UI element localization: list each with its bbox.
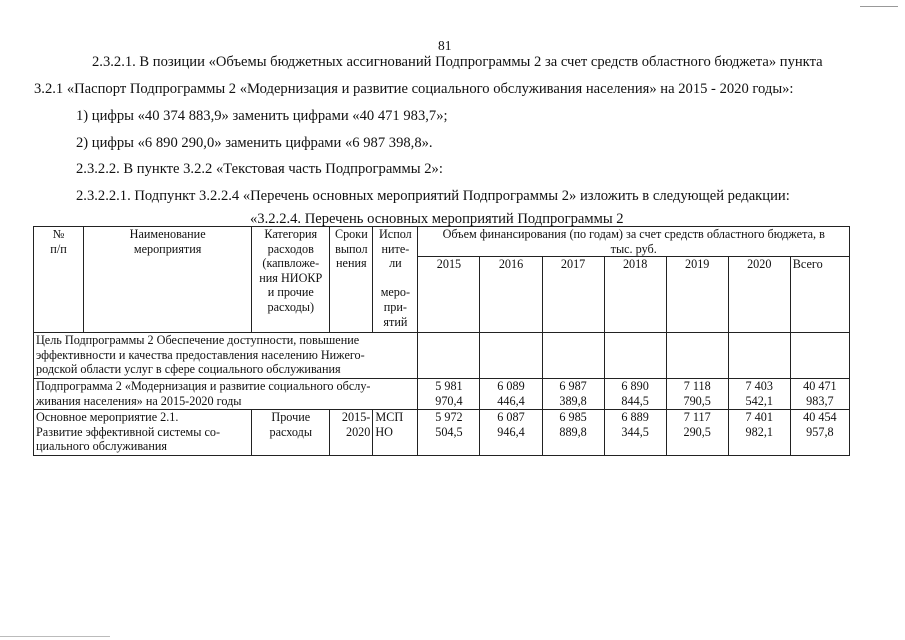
paragraph-2-3-2-2-1: 2.3.2.2.1. Подпункт 3.2.2.4 «Перечень основных мероприятий Подпрограммы 2» изложить в следующей редакции: (76, 188, 790, 204)
header-funding: Объем финансирования (по годам) за счет средств областного бюджета, в тыс. руб. (418, 227, 850, 257)
paragraph-item-2: 2) цифры «6 890 290,0» заменить цифрами «6 987 398,8». (76, 135, 433, 151)
goal-cell (728, 333, 790, 379)
header-term: Сроки выпол нения (330, 227, 373, 333)
header-name: Наименование мероприятия (84, 227, 252, 333)
measure-value-2016: 6 087 946,4 (480, 410, 542, 456)
paragraph-item-1: 1) цифры «40 374 883,9» заменить цифрами «40 471 983,7»; (76, 108, 448, 124)
measure-category: Прочие расходы (252, 410, 330, 456)
goal-cell (480, 333, 542, 379)
subprogram-value-2020: 7 403 542,1 (728, 379, 790, 410)
header-year-2016: 2016 (480, 257, 542, 333)
measure-value-2017: 6 985 889,8 (542, 410, 604, 456)
measure-term: 2015- 2020 (330, 410, 373, 456)
header-num: № п/п (34, 227, 84, 333)
header-category: Категория расходов (капвложе- ния НИОКР и прочие расходы) (252, 227, 330, 333)
subprogram-value-total: 40 471 983,7 (790, 379, 849, 410)
page-number: 81 (438, 38, 452, 53)
measure-value-2015: 5 972 504,5 (418, 410, 480, 456)
subprogram-value-2018: 6 890 844,5 (604, 379, 666, 410)
activities-table (33, 226, 850, 456)
measure-value-total: 40 454 957,8 (790, 410, 849, 456)
subprogram-value-2019: 7 118 790,5 (666, 379, 728, 410)
paragraph-2-3-2-1-line-2: 3.2.1 «Паспорт Подпрограммы 2 «Модернизация и развитие социального обслуживания населения» на 2015 - 2020 годы»: (34, 81, 794, 97)
header-year-2015: 2015 (418, 257, 480, 333)
header-year-2020: 2020 (728, 257, 790, 333)
subprogram-value-2017: 6 987 389,8 (542, 379, 604, 410)
goal-cell (542, 333, 604, 379)
header-year-2017: 2017 (542, 257, 604, 333)
scan-artifact-line (0, 636, 110, 637)
measure-value-2020: 7 401 982,1 (728, 410, 790, 456)
paragraph-2-3-2-2: 2.3.2.2. В пункте 3.2.2 «Текстовая часть Подпрограммы 2»: (76, 161, 443, 177)
header-year-2018: 2018 (604, 257, 666, 333)
measure-executor: МСП НО (373, 410, 418, 456)
header-executor: Испол ните- ли меро- при- ятий (373, 227, 418, 333)
goal-cell (790, 333, 849, 379)
subprogram-value-2015: 5 981 970,4 (418, 379, 480, 410)
header-total: Всего (790, 257, 849, 333)
measure-value-2018: 6 889 344,5 (604, 410, 666, 456)
measure-value-2019: 7 117 290,5 (666, 410, 728, 456)
goal-cell (418, 333, 480, 379)
table-caption: «3.2.2.4. Перечень основных мероприятий Подпрограммы 2 (250, 211, 624, 227)
header-year-2019: 2019 (666, 257, 728, 333)
paragraph-2-3-2-1-line-1: 2.3.2.1. В позиции «Объемы бюджетных ассигнований Подпрограммы 2 за счет средств областного бюджета» пункта (92, 54, 823, 70)
scan-artifact-line (860, 6, 898, 7)
measure-name: Основное мероприятие 2.1. Развитие эффективной системы со- циального обслуживания (34, 410, 252, 456)
goal-cell (604, 333, 666, 379)
subprogram-name: Подпрограмма 2 «Модернизация и развитие социального обслу- живания населения» на 2015-2020 годы (34, 379, 418, 410)
goal-row: Цель Подпрограммы 2 Обеспечение доступности, повышение эффективности и качества предоставления населению Нижего- родской области услуг в сфере социального обслуживания (34, 333, 418, 379)
subprogram-value-2016: 6 089 446,4 (480, 379, 542, 410)
goal-cell (666, 333, 728, 379)
